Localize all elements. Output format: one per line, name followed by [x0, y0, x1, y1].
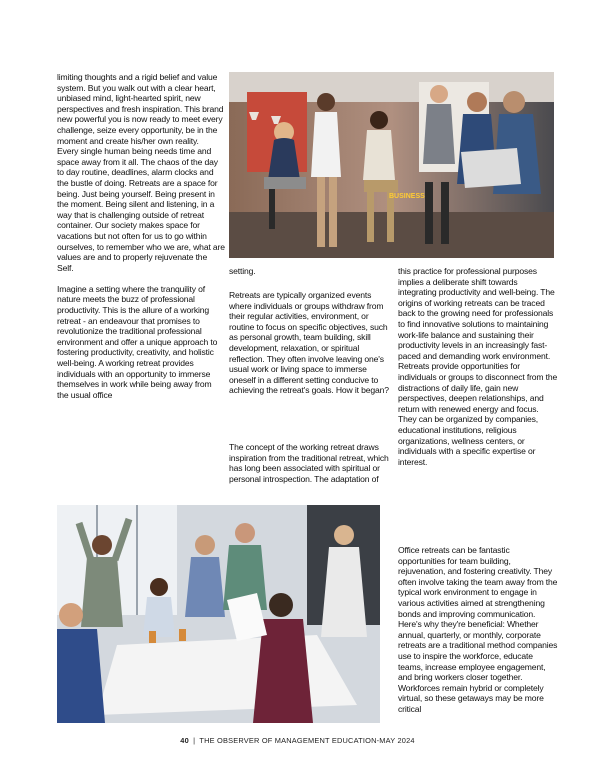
column-1 [57, 72, 225, 400]
team-meeting-illustration [229, 72, 554, 258]
column-2-lower [229, 442, 389, 484]
team-celebration-photo [57, 505, 380, 723]
laptop-image [461, 148, 521, 188]
column-2-continuation [229, 266, 389, 277]
team-celebration-illustration [57, 505, 380, 723]
page-number: 40 [180, 736, 189, 745]
body-paragraph: The concept of the working retreat draws inspiration from the traditional retreat, which has long been associated with spiritual or personal introspection. The adaptation of [229, 442, 389, 484]
table-image [97, 635, 357, 715]
body-paragraph: setting. [229, 266, 256, 276]
team-meeting-photo [229, 72, 554, 258]
body-paragraph: Every single human being needs time and space away from it all. The chaos of the day to day routine, deadlines, alarm clocks and the bustle of doing. Retreats are a space for being. Just being yourself. Being present in the moment. Being silent and listening, in a way that is challenging outside of retreat container. Our society makes space for vacations but not often for us to go within ourselves, to remember who we are, what are values are and to properly rejuvenate the Self. [57, 146, 225, 273]
body-paragraph: Office retreats can be fantastic opportunities for team building, rejuvenation, and fostering creativity. They often involve taking the team away from the typical work environment to engage in various activities aimed at strengthening bonds and improving communication. Here's why they're beneficial: Whether annual, quarterly, or monthly, corporate retreats are a traditional method companies use to inspire the workforce, educate teams, increase employee engagement, and bring workers closer together. Workforces remain hybrid or completely virtual, so these getaways may be more critical [398, 545, 558, 714]
body-paragraph: Retreats are typically organized events where individuals or groups withdraw from their regular activities, environment, or routine to focus on specific objectives, such as personal growth, team building, skill development, relaxation, or spiritual reflection. They often involve leaving one's usual work or living space to immerse oneself in a different setting conducive to achieving the retreat's goals. How it began? [229, 290, 389, 396]
footer-separator: | [193, 736, 196, 745]
body-paragraph: limiting thoughts and a rigid belief and value system. But you walk out with a clear heart, unbiased mind, light-hearted spirit, new perspectives and fresh inspiration. This brand new powerful you is now ready to meet every challenge, seize every opportunity, be in the moment and create his/her own reality. [57, 72, 224, 146]
body-paragraph: this practice for professional purposes implies a deliberate shift towards integrating productivity and well-being. The origins of working retreats can be traced back to the growing need for professionals to find innovative solutions to maintaining work-life balance and sustaining their productivity levels in an increasingly fast-paced and demanding work environment. Retreats provide opportunities for individuals or groups to disconnect from the distractions of daily life, gain new perspectives, deepen relationships, and return with renewed energy and focus. They can be organized by companies, educational institutions, religious organizations, wellness centers, or individuals with a specific expertise or interest. [398, 266, 558, 467]
logo-text: BUSINESS [389, 193, 425, 200]
column-2 [229, 290, 389, 396]
publication-title: THE OBSERVER OF MANAGEMENT EDUCATION-MAY 2024 [199, 736, 415, 745]
body-paragraph: Imagine a setting where the tranquility of nature meets the buzz of professional productivity. This is the allure of a working retreat - an endeavour that promises to revolutionize the traditional professional environment and offer a unique approach to fostering productivity, creativity, and holistic well-being. A working retreat provides individuals with an opportunity to immerse themselves in work while being away from the usual office [57, 283, 218, 400]
column-3-lower [398, 545, 558, 715]
page-footer [0, 736, 595, 745]
column-3 [398, 266, 558, 467]
